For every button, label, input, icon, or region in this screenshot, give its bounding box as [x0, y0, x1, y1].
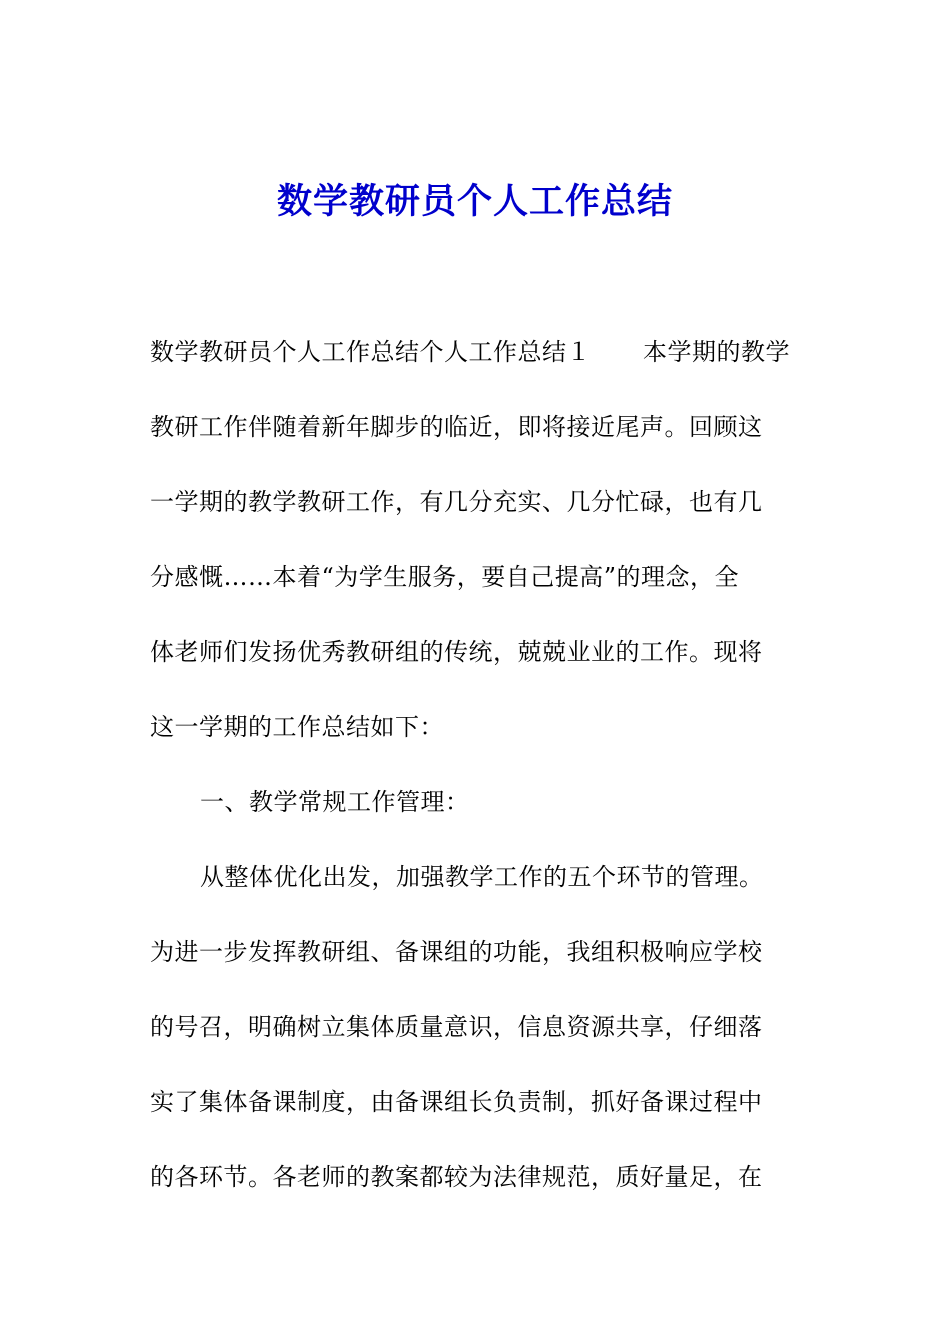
line-text: 数学教研员个人工作总结个人工作总结１: [150, 338, 591, 366]
paragraph-line: 从整体优化出发，加强教学工作的五个环节的管理。: [200, 863, 764, 891]
paragraph-line: [150, 326, 810, 401]
paragraph-line: 体老师们发扬优秀教研组的传统，兢兢业业的工作。现将: [150, 638, 763, 666]
paragraph-line: 的号召，明确树立集体质量意识，信息资源共享，仔细落: [150, 1013, 763, 1041]
section-heading: 一、教学常规工作管理：: [200, 788, 470, 816]
document-title: 数学教研员个人工作总结: [276, 181, 673, 222]
line-text: 本学期的教学: [643, 338, 790, 366]
paragraph-line: 这一学期的工作总结如下：: [150, 713, 444, 741]
paragraph-line: 为进一步发挥教研组、备课组的功能，我组积极响应学校: [150, 938, 763, 966]
paragraph-line: 实了集体备课制度，由备课组长负责制，抓好备课过程中: [150, 1088, 763, 1116]
paragraph-line: 的各环节。各老师的教案都较为法律规范，质好量足，在: [150, 1163, 763, 1191]
document-body: [150, 326, 810, 1226]
paragraph-line: 一学期的教学教研工作，有几分充实、几分忙碌，也有几: [150, 488, 763, 516]
paragraph-line: 分感慨……本着“为学生服务，要自己提高”的理念，全: [150, 563, 740, 591]
paragraph-line: 教研工作伴随着新年脚步的临近，即将接近尾声。回顾这: [150, 413, 763, 441]
